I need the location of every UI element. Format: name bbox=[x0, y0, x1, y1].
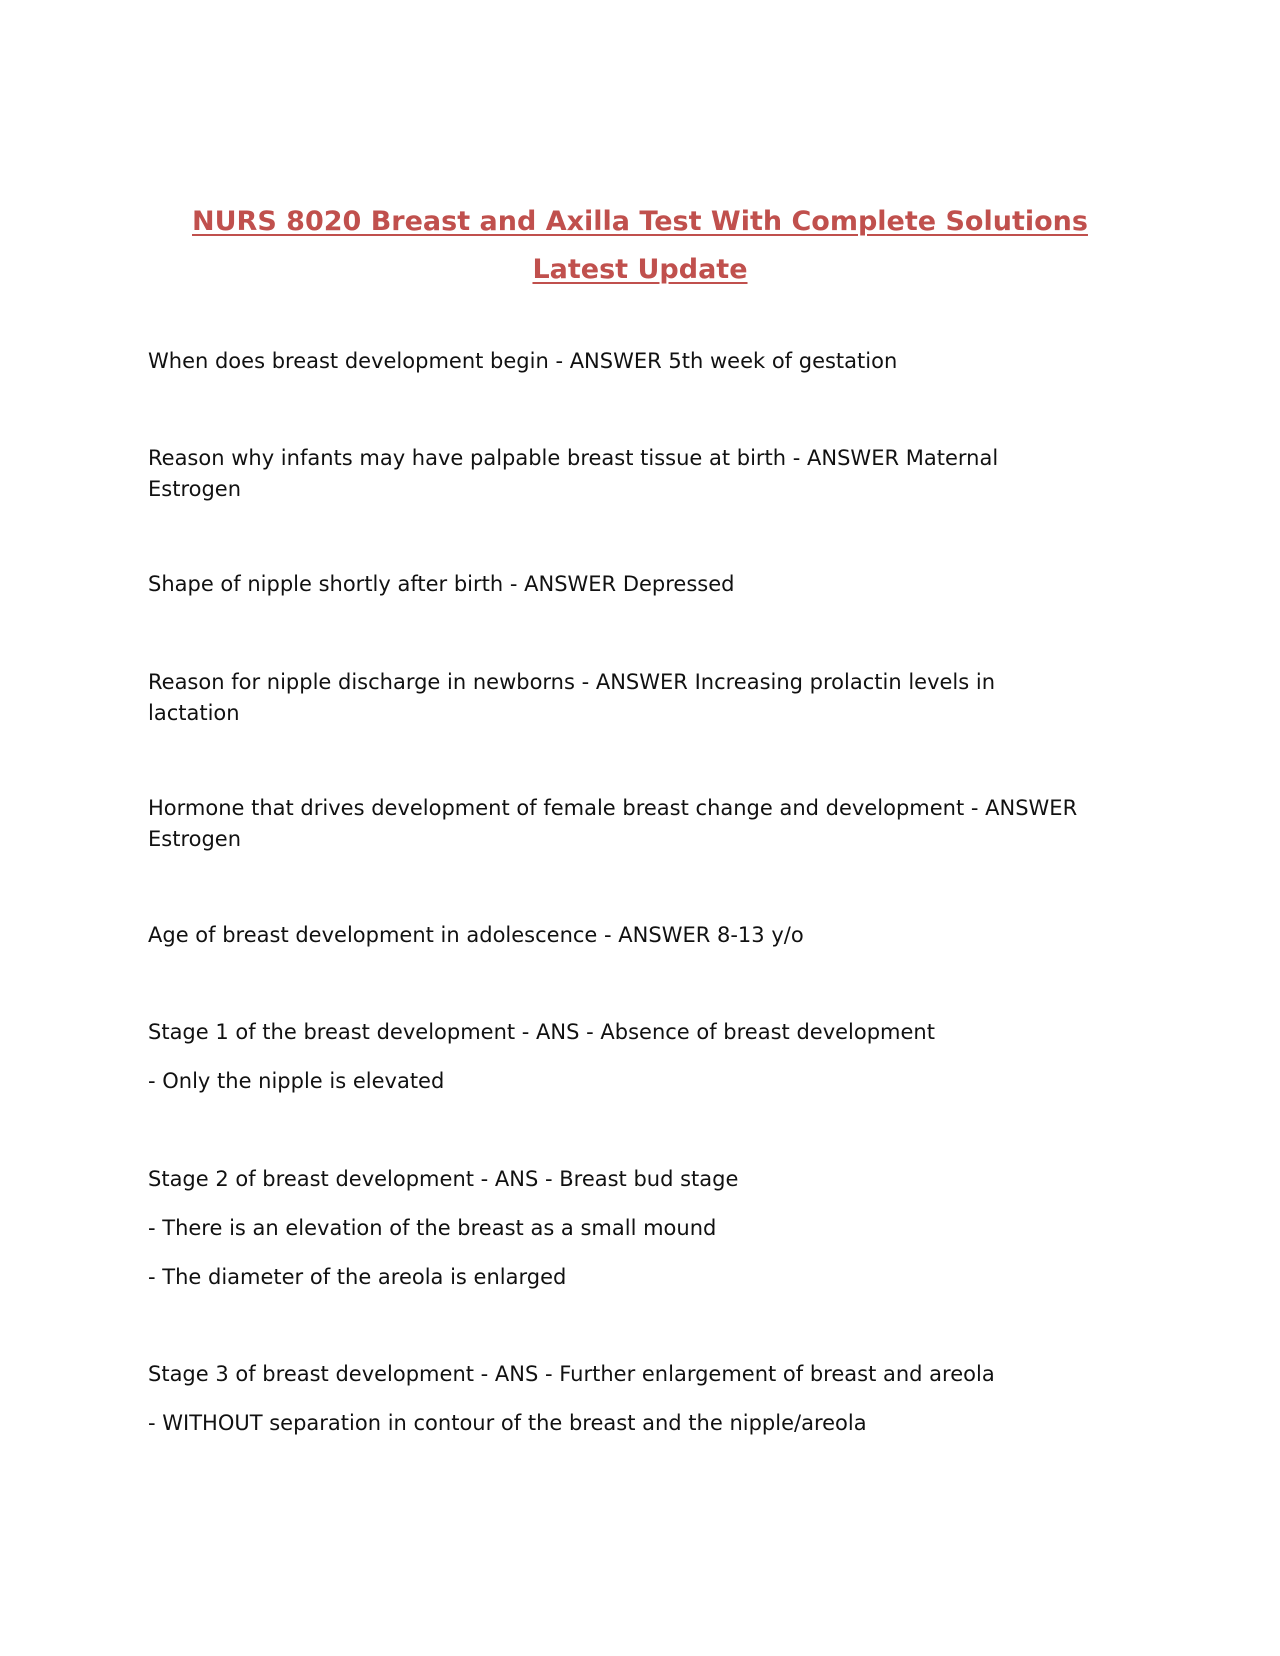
title-line-1: NURS 8020 Breast and Axilla Test With Complete Solutions bbox=[192, 206, 1088, 237]
qa-text: Stage 1 of the breast development - ANS - Absence of breast development bbox=[148, 1020, 935, 1044]
qa-text: Stage 3 of breast development - ANS - Further enlargement of breast and areola bbox=[148, 1362, 995, 1386]
qa-item-7-detail-1: - Only the nipple is elevated bbox=[148, 1069, 445, 1093]
qa-text-continued: Estrogen bbox=[148, 827, 242, 851]
qa-item-8-detail-1: - There is an elevation of the breast as a small mound bbox=[148, 1216, 717, 1240]
qa-text-continued: lactation bbox=[148, 701, 240, 725]
qa-item-4 bbox=[148, 667, 1138, 729]
qa-item-9-detail-1: - WITHOUT separation in contour of the breast and the nipple/areola bbox=[148, 1411, 867, 1435]
qa-item-9 bbox=[148, 1359, 1138, 1390]
qa-text: Reason why infants may have palpable breast tissue at birth - ANSWER Maternal bbox=[148, 446, 999, 470]
qa-text: Stage 2 of breast development - ANS - Breast bud stage bbox=[148, 1167, 739, 1191]
qa-item-6 bbox=[148, 920, 1138, 951]
qa-text: Hormone that drives development of female breast change and development - ANSWER bbox=[148, 796, 1078, 820]
qa-item-8 bbox=[148, 1164, 1138, 1195]
qa-text: Reason for nipple discharge in newborns - ANSWER Increasing prolactin levels in bbox=[148, 670, 996, 694]
qa-item-7 bbox=[148, 1017, 1138, 1048]
qa-text: Shape of nipple shortly after birth - ANSWER Depressed bbox=[148, 572, 735, 596]
qa-item-3 bbox=[148, 569, 1138, 600]
qa-text-continued: Estrogen bbox=[148, 477, 242, 501]
qa-item-5 bbox=[148, 793, 1138, 855]
document-title bbox=[150, 198, 1130, 294]
qa-item-1 bbox=[148, 346, 1138, 377]
qa-item-8-detail-2: - The diameter of the areola is enlarged bbox=[148, 1265, 567, 1289]
qa-text: When does breast development begin - ANSWER 5th week of gestation bbox=[148, 349, 898, 373]
title-line-2: Latest Update bbox=[532, 254, 748, 285]
qa-text: Age of breast development in adolescence - ANSWER 8-13 y/o bbox=[148, 923, 804, 947]
qa-item-2 bbox=[148, 443, 1138, 505]
